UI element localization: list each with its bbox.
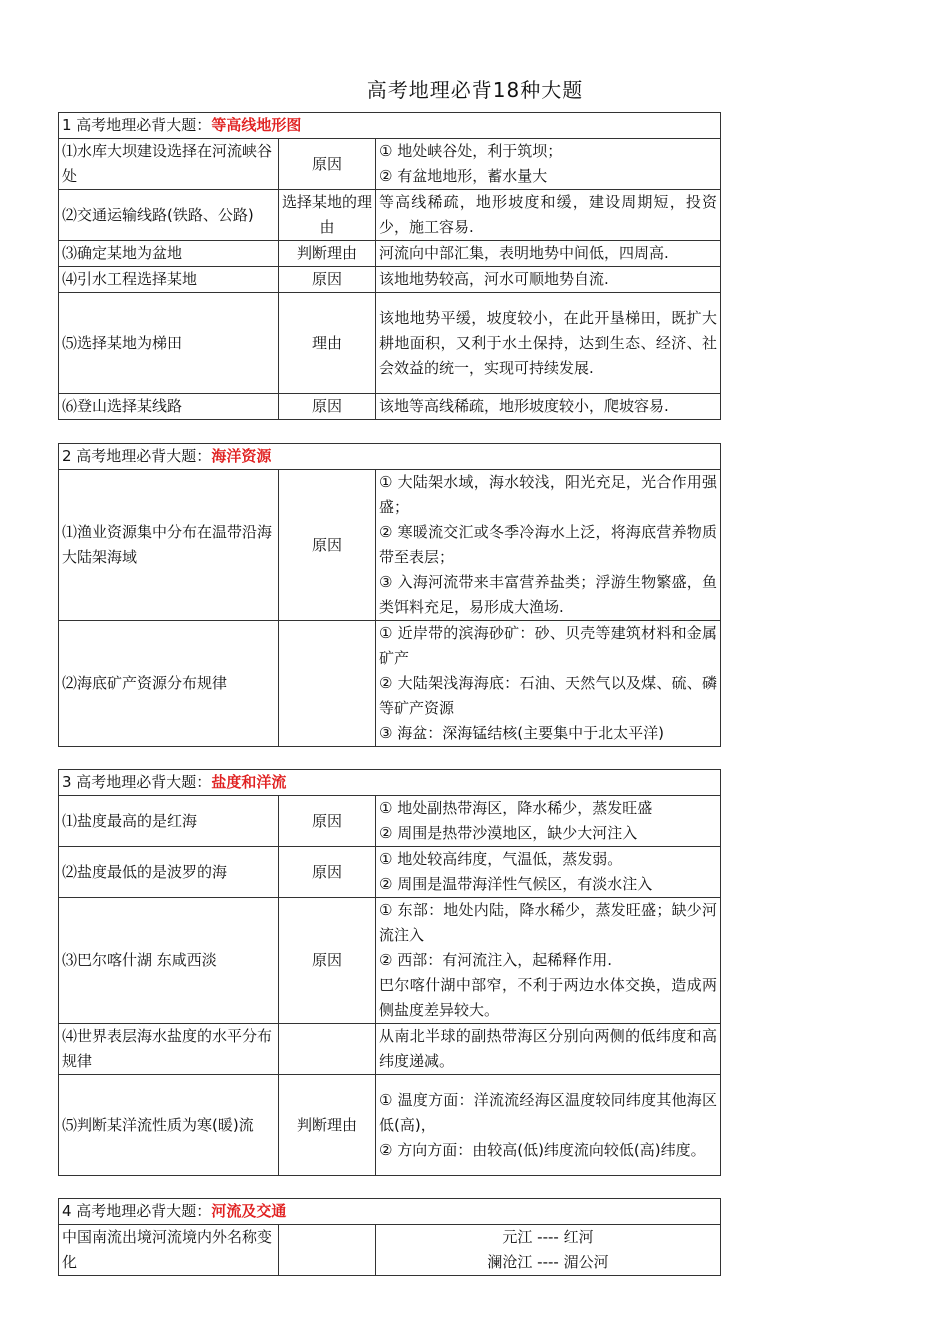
answer-line: 该地等高线稀疏，地形坡度较小，爬坡容易.: [379, 397, 669, 415]
answer-line: 该地地势平缓，坡度较小，在此开垦梯田，既扩大耕地面积，又利于水土保持，达到生态、经济、社会效益的统一，实现可持续发展.: [379, 308, 717, 377]
section-table-2: [58, 443, 721, 747]
answer-line: ③ 入海河流带来丰富营养盐类；浮游生物繁盛，鱼类饵料充足，易形成大渔场.: [379, 573, 717, 616]
table-row: [59, 190, 721, 241]
table-row: [59, 898, 721, 1024]
section-header: [59, 770, 721, 796]
question-cell: ⑵海底矿产资源分布规律: [59, 621, 279, 747]
type-cell: 选择某地的理由: [279, 190, 376, 241]
page-title: 高考地理必背18种大题: [366, 78, 584, 102]
table-row: [59, 847, 721, 898]
answer-line: 等高线稀疏，地形坡度和缓，建设周期短，投资少，施工容易.: [379, 193, 717, 236]
answer-cell: [376, 621, 721, 747]
type-cell: 原因: [279, 470, 376, 621]
section-prefix: 4 高考地理必背大题：: [62, 1202, 212, 1220]
section-header: [59, 444, 721, 470]
type-cell: 原因: [279, 394, 376, 420]
question-cell: ⑵交通运输线路(铁路、公路): [59, 190, 279, 241]
answer-cell: [376, 796, 721, 847]
question-cell: 中国南流出境河流境内外名称变化: [59, 1225, 279, 1276]
section-header: [59, 1199, 721, 1225]
answer-line: ③ 海盆：深海锰结核(主要集中于北太平洋): [379, 724, 664, 742]
answer-cell: [376, 267, 721, 293]
type-cell: 理由: [279, 293, 376, 394]
section-header: [59, 113, 721, 139]
table-row: [59, 1225, 721, 1276]
answer-line: 巴尔喀什湖中部窄，不利于两边水体交换，造成两侧盐度差异较大。: [379, 976, 717, 1019]
answer-line: ② 西部：有河流注入，起稀释作用.: [379, 951, 612, 969]
question-cell: ⑸选择某地为梯田: [59, 293, 279, 394]
question-cell: ⑴渔业资源集中分布在温带沿海大陆架海域: [59, 470, 279, 621]
answer-cell: [376, 470, 721, 621]
question-cell: ⑶巴尔喀什湖 东咸西淡: [59, 898, 279, 1024]
table-row: [59, 267, 721, 293]
type-cell: 原因: [279, 796, 376, 847]
answer-line: 从南北半球的副热带海区分别向两侧的低纬度和高纬度递减。: [379, 1027, 717, 1070]
answer-cell: [376, 1024, 721, 1075]
table-row: [59, 139, 721, 190]
section-topic: 盐度和洋流: [211, 773, 287, 791]
answer-line: ① 地处较高纬度，气温低，蒸发弱。: [379, 850, 623, 868]
type-cell: 原因: [279, 267, 376, 293]
question-cell: ⑴水库大坝建设选择在河流峡谷处: [59, 139, 279, 190]
answer-line: ② 有盆地地形，蓄水量大: [379, 167, 548, 185]
answer-line: ② 方向方面：由较高(低)纬度流向较低(高)纬度。: [379, 1140, 706, 1159]
question-cell: ⑸判断某洋流性质为寒(暖)流: [59, 1075, 279, 1176]
answer-line: ① 东部：地处内陆，降水稀少，蒸发旺盛；缺少河流注入: [379, 901, 717, 944]
table-row: [59, 796, 721, 847]
type-cell: [279, 621, 376, 747]
section-table-4: [58, 1198, 721, 1276]
question-cell: ⑶确定某地为盆地: [59, 241, 279, 267]
section-topic: 河流及交通: [211, 1202, 287, 1220]
answer-cell: [376, 190, 721, 241]
question-cell: ⑵盐度最低的是波罗的海: [59, 847, 279, 898]
answer-cell: [376, 139, 721, 190]
answer-line: ① 地处副热带海区，降水稀少，蒸发旺盛: [379, 799, 653, 817]
section-table-1: [58, 112, 721, 420]
answer-line: 河流向中部汇集，表明地势中间低，四周高.: [379, 244, 669, 262]
answer-line: ① 地处峡谷处，利于筑坝；: [379, 142, 563, 160]
section-table-3: [58, 769, 721, 1176]
answer-cell: [376, 847, 721, 898]
table-row: [59, 470, 721, 621]
section-prefix: 3 高考地理必背大题：: [62, 773, 212, 791]
table-row: [59, 1075, 721, 1176]
table-row: [59, 1024, 721, 1075]
answer-cell: [376, 898, 721, 1024]
answer-line: 该地地势较高，河水可顺地势自流.: [379, 270, 609, 288]
type-cell: 原因: [279, 139, 376, 190]
table-row: [59, 621, 721, 747]
type-cell: [279, 1225, 376, 1276]
section-prefix: 2 高考地理必背大题：: [62, 447, 212, 465]
answer-line: ② 寒暖流交汇或冬季冷海水上泛，将海底营养物质带至表层；: [379, 523, 717, 566]
question-cell: ⑹登山选择某线路: [59, 394, 279, 420]
section-topic: 海洋资源: [211, 447, 272, 465]
answer-cell: [376, 394, 721, 420]
answer-line: ② 周围是温带海洋性气候区，有淡水注入: [379, 875, 653, 893]
answer-line: ① 温度方面：洋流流经海区温度较同纬度其他海区低(高)，: [379, 1090, 717, 1134]
type-cell: 判断理由: [279, 1075, 376, 1176]
answer-line: ② 大陆架浅海海底：石油、天然气以及煤、硫、磷等矿产资源: [379, 674, 717, 717]
answer-line: 澜沧江 ---- 湄公河: [487, 1253, 609, 1271]
question-cell: ⑴盐度最高的是红海: [59, 796, 279, 847]
type-cell: [279, 1024, 376, 1075]
answer-cell: [376, 293, 721, 394]
answer-line: 元江 ---- 红河: [502, 1228, 594, 1246]
answer-line: ② 周围是热带沙漠地区，缺少大河注入: [379, 824, 638, 842]
answer-cell: [376, 1225, 721, 1276]
type-cell: 判断理由: [279, 241, 376, 267]
answer-cell: [376, 1075, 721, 1176]
answer-cell: [376, 241, 721, 267]
answer-line: ① 近岸带的滨海砂矿：砂、贝壳等建筑材料和金属矿产: [379, 624, 717, 667]
section-prefix: 1 高考地理必背大题：: [62, 116, 212, 134]
question-cell: ⑷引水工程选择某地: [59, 267, 279, 293]
type-cell: 原因: [279, 898, 376, 1024]
table-row: [59, 241, 721, 267]
table-row: [59, 394, 721, 420]
type-cell: 原因: [279, 847, 376, 898]
answer-line: ① 大陆架水域，海水较浅，阳光充足，光合作用强盛；: [379, 473, 717, 516]
section-topic: 等高线地形图: [211, 116, 302, 134]
question-cell: ⑷世界表层海水盐度的水平分布规律: [59, 1024, 279, 1075]
table-row: [59, 293, 721, 394]
